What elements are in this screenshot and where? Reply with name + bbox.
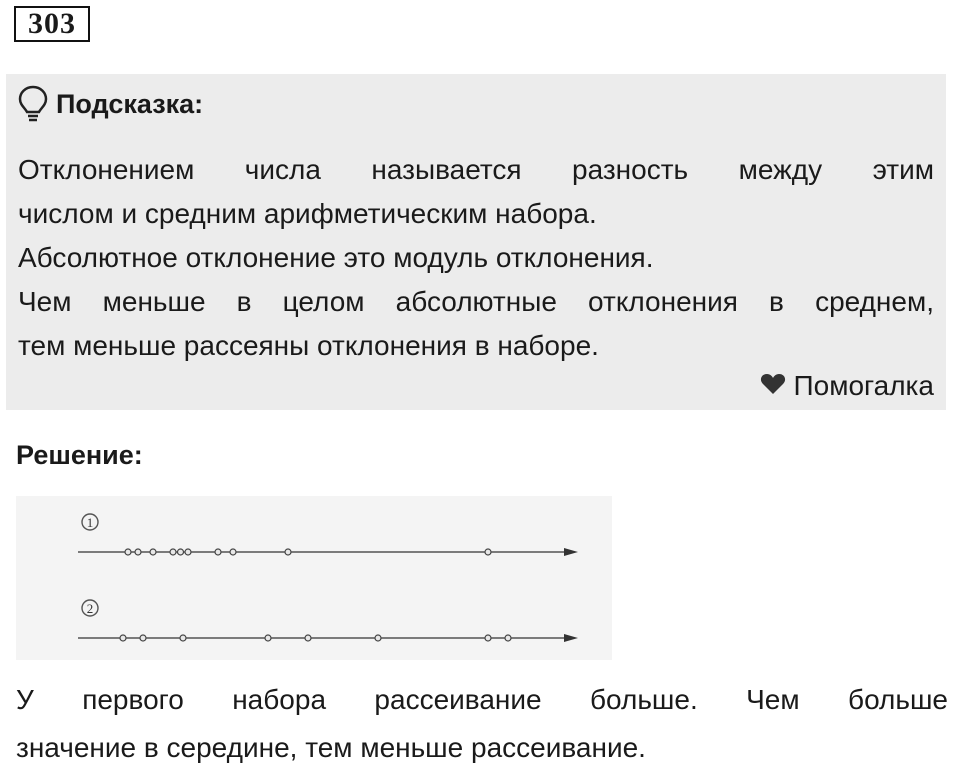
line-label: 1: [86, 515, 94, 530]
data-point: [185, 549, 191, 555]
hint-title: Подсказка:: [56, 88, 204, 119]
data-point: [485, 549, 491, 555]
data-point: [170, 549, 176, 555]
number-lines-figure: [16, 496, 612, 660]
data-point: [485, 635, 491, 641]
data-point: [215, 549, 221, 555]
line-label: 2: [86, 601, 94, 616]
lightbulb-icon: [18, 85, 48, 123]
hint-line: Чем меньше в целом абсолютные отклонения в среднем,: [18, 286, 934, 317]
answer-text: [16, 676, 948, 772]
data-point: [120, 635, 126, 641]
data-point: [305, 635, 311, 641]
hint-box: [6, 74, 946, 410]
data-point: [178, 549, 184, 555]
solution-title: Решение:: [16, 440, 143, 470]
answer-line: значение в середине, тем меньше рассеивание.: [16, 732, 646, 763]
data-point: [180, 635, 186, 641]
data-point: [265, 635, 271, 641]
hint-line: Отклонением числа называется разность между этим: [18, 154, 934, 185]
hint-line: тем меньше рассеяны отклонения в наборе.: [18, 330, 599, 361]
axis-arrow: [564, 634, 578, 642]
data-point: [150, 549, 156, 555]
data-point: [505, 635, 511, 641]
hint-header: [18, 84, 203, 124]
data-point: [230, 549, 236, 555]
answer-line: У первого набора рассеивание больше. Чем больше: [16, 684, 948, 715]
hint-footer: [760, 366, 934, 406]
data-point: [135, 549, 141, 555]
hint-line: Абсолютное отклонение это модуль отклонения.: [18, 242, 654, 273]
number-lines-svg: [16, 496, 612, 660]
hint-text: [18, 148, 934, 368]
task-number: 303: [14, 6, 90, 42]
data-point: [375, 635, 381, 641]
heart-icon: [760, 370, 794, 402]
hint-line: числом и средним арифметическим набора.: [18, 198, 597, 229]
axis-arrow: [564, 548, 578, 556]
hint-footer-text: Помогалка: [793, 370, 934, 401]
number-line-1: [78, 514, 578, 556]
data-point: [125, 549, 131, 555]
number-line-2: [78, 600, 578, 642]
data-point: [140, 635, 146, 641]
data-point: [285, 549, 291, 555]
